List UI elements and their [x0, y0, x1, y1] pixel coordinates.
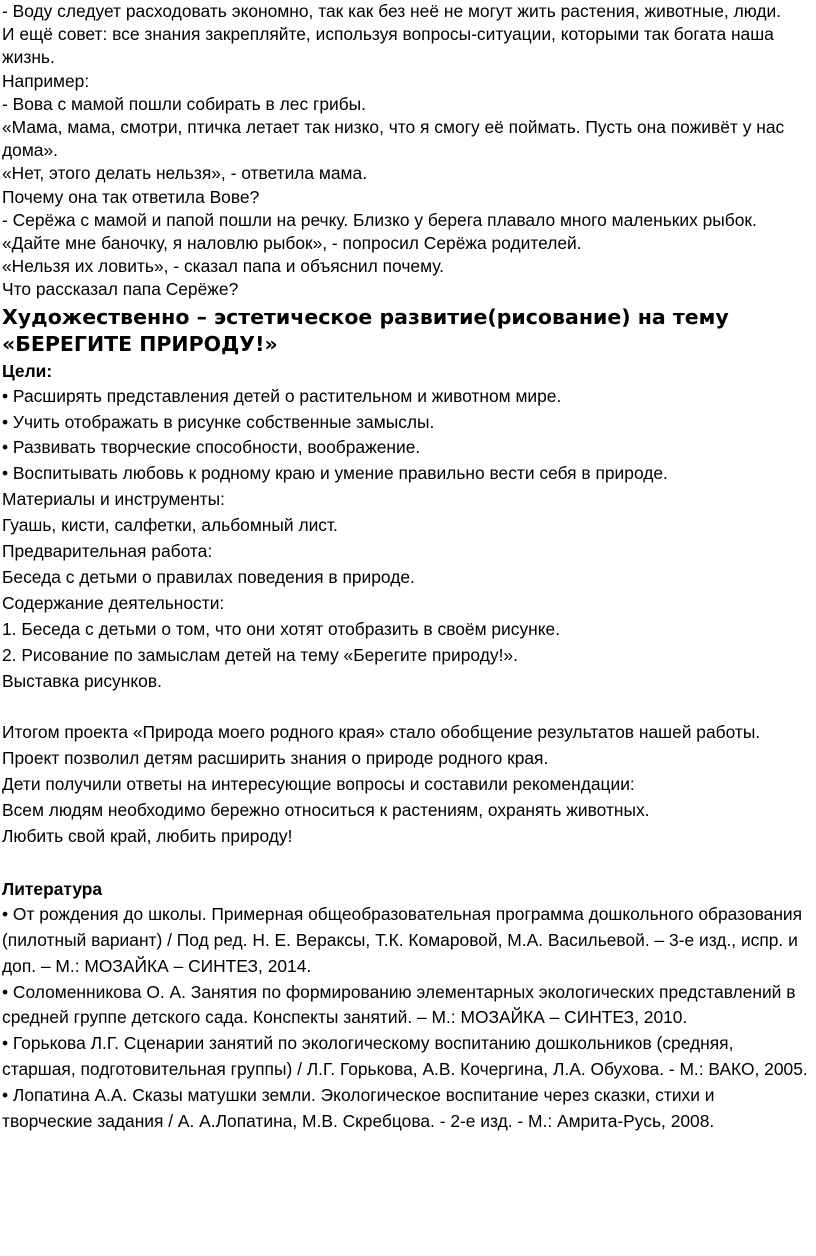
content-step: 2. Рисование по замыслам детей на тему «Берегите природу!».: [2, 644, 518, 665]
materials-label: Материалы и инструменты:: [2, 489, 225, 510]
conclusion-block: [2, 720, 808, 850]
intro-line: «Нет, этого делать нельзя», - ответила мама.: [2, 163, 368, 184]
literature-item: • Горькова Л.Г. Сценарии занятий по экологическому воспитанию дошкольников (средняя, старшая, подготовительная группы) / Л.Г. Горькова, А.В. Кочергина, Л.А. Обухова. - М.: ВАКО, 2005.: [2, 1033, 808, 1080]
literature-item: • Лопатина А.А. Сказы матушки земли. Экологическое воспитание через сказки, стихи и творческие задания / А. А.Лопатина, М.В. Скребцова. - 2-е изд. - М.: Амрита-Русь, 2008.: [2, 1085, 715, 1132]
spacer: [2, 695, 808, 721]
materials-text: Гуашь, кисти, салфетки, альбомный лист.: [2, 515, 338, 536]
literature-item: • Соломенникова О. А. Занятия по формированию элементарных экологических представлений в средней группе детского сада. Конспекты занятий. – М.: МОЗАЙКА – СИНТЕЗ, 2010.: [2, 981, 796, 1028]
spacer: [2, 850, 808, 876]
section-heading: Художественно – эстетическое развитие(рисование) на тему «БЕРЕГИТЕ ПРИРОДУ!»: [2, 304, 729, 356]
intro-line: «Дайте мне баночку, я наловлю рыбок», - попросил Серёжа родителей.: [2, 233, 582, 254]
goal-item: • Учить отображать в рисунке собственные замыслы.: [2, 411, 435, 432]
conclusion-line: Дети получили ответы на интересующие вопросы и составили рекомендации:: [2, 774, 635, 795]
conclusion-line: Любить свой край, любить природу!: [2, 826, 293, 847]
intro-line: - Серёжа с мамой и папой пошли на речку. Близко у берега плавало много маленьких рыбок.: [2, 209, 757, 230]
intro-line: «Мама, мама, смотри, птичка летает так низко, что я смогу её поймать. Пусть она поживёт у нас дома».: [2, 117, 790, 161]
goal-item: • Расширять представления детей о растительном и животном мире.: [2, 385, 562, 406]
prework-text: Беседа с детьми о правилах поведения в природе.: [2, 566, 415, 587]
conclusion-line: Всем людям необходимо бережно относиться к растениям, охранять животных.: [2, 800, 650, 821]
goals-label: Цели:: [2, 360, 53, 381]
content-label: Содержание деятельности:: [2, 592, 225, 613]
content-step: 1. Беседа с детьми о том, что они хотят отобразить в своём рисунке.: [2, 618, 561, 639]
goal-item: • Воспитывать любовь к родному краю и умение правильно вести себя в природе.: [2, 463, 668, 484]
conclusion-line: Итогом проекта «Природа моего родного края» стало обобщение результатов нашей работы. Проект позволил детям расширить знания о природе родного края.: [2, 722, 761, 769]
goal-item: • Развивать творческие способности, воображение.: [2, 437, 421, 458]
intro-block: [2, 0, 808, 302]
intro-line: Почему она так ответила Вове?: [2, 186, 260, 207]
intro-line: «Нельзя их ловить», - сказал папа и объяснил почему.: [2, 256, 444, 277]
literature-item: • От рождения до школы. Примерная общеобразовательная программа дошкольного образования (пилотный вариант) / Под ред. Н. Е. Вераксы, Т.К. Комаровой, М.А. Васильевой. – 3-е изд., испр. и доп. – М.: МОЗАЙКА – СИНТЕЗ, 2014.: [2, 903, 803, 976]
intro-line: - Воду следует расходовать экономно, так как без неё не могут жить растения, животные, люди.: [2, 1, 782, 21]
intro-line: И ещё совет: все знания закрепляйте, используя вопросы-ситуации, которыми так богата наша жизнь.: [2, 24, 779, 68]
literature-title: Литература: [2, 878, 103, 899]
exhibition-text: Выставка рисунков.: [2, 670, 162, 691]
intro-line: Что рассказал папа Серёже?: [2, 279, 239, 300]
prework-label: Предварительная работа:: [2, 541, 213, 562]
intro-line: Например:: [2, 70, 90, 91]
literature-block: [2, 876, 808, 1135]
intro-line: - Вова с мамой пошли собирать в лес грибы.: [2, 93, 366, 114]
